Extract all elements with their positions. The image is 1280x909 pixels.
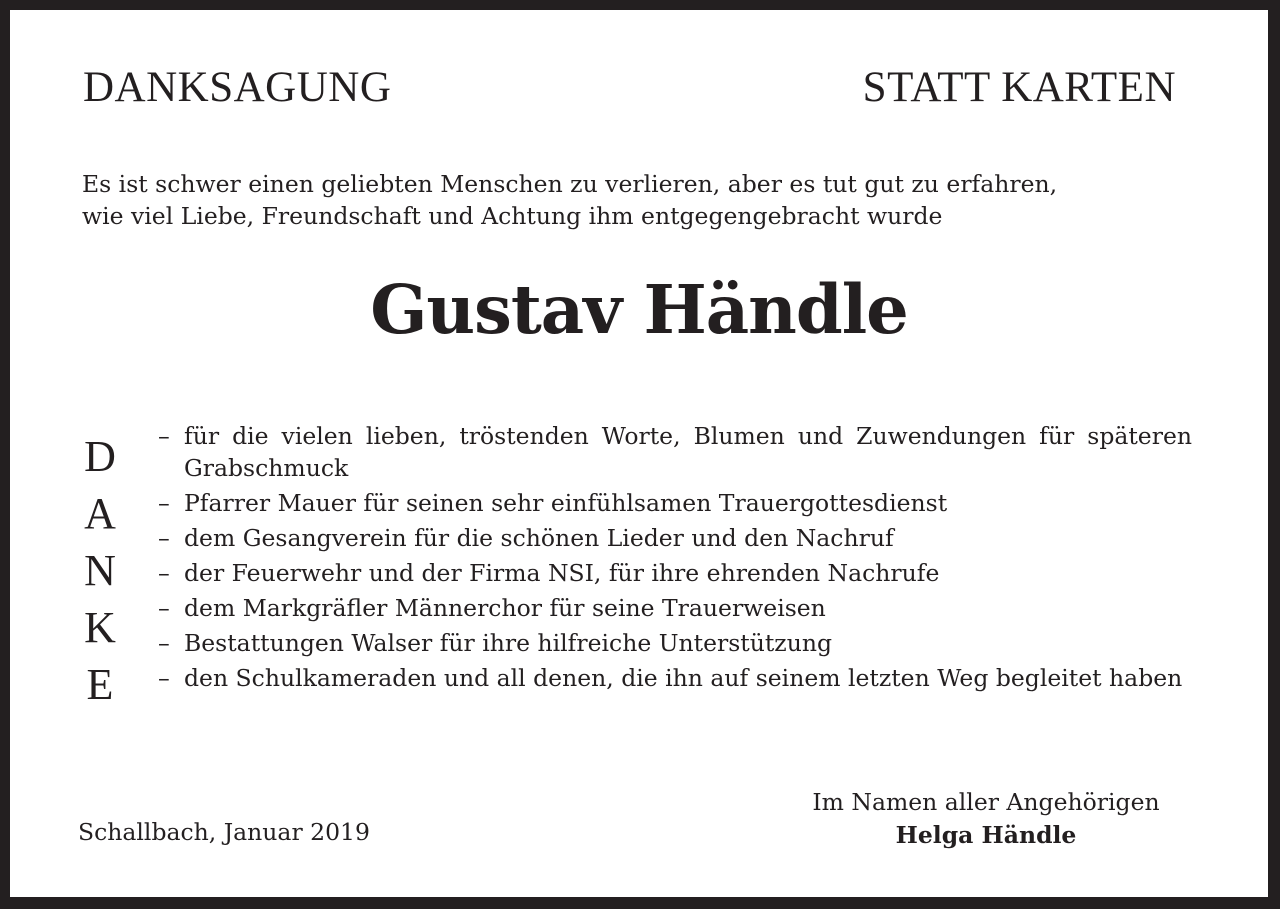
list-item-text: den Schulkameraden und all denen, die ihn auf seinem letzten Weg begleitet haben — [184, 664, 1183, 692]
intro-line-1: Es ist schwer einen geliebten Menschen zu verlieren, aber es tut gut zu erfahren, — [82, 170, 1058, 198]
signature-block — [780, 786, 1192, 852]
danke-vertical — [80, 428, 120, 713]
obituary-card — [10, 10, 1268, 897]
dash-bullet: – — [158, 594, 170, 622]
list-item-text: der Feuerwehr und der Firma NSI, für ihre ehrenden Nachrufe — [184, 559, 940, 587]
dash-bullet: – — [158, 489, 170, 517]
danke-letter: N — [84, 546, 116, 595]
dash-bullet: – — [158, 559, 170, 587]
place-date: Schallbach, Januar 2019 — [78, 818, 370, 846]
danke-letter: D — [84, 432, 116, 481]
list-item — [156, 487, 1192, 519]
dash-bullet: – — [158, 422, 170, 450]
heading-danksagung: DANKSAGUNG — [83, 64, 392, 111]
list-item-text: Bestattungen Walser für ihre hilfreiche Unterstützung — [184, 629, 833, 657]
list-item — [156, 522, 1192, 554]
thanks-list — [156, 420, 1192, 697]
list-item-text: dem Markgräfler Männerchor für seine Trauerweisen — [184, 594, 826, 622]
list-item — [156, 420, 1192, 484]
heading-statt-karten: STATT KARTEN — [862, 64, 1176, 111]
dash-bullet: – — [158, 524, 170, 552]
dash-bullet: – — [158, 629, 170, 657]
list-item — [156, 627, 1192, 659]
list-item-text: für die vielen lieben, tröstenden Worte, Blumen und Zuwendungen für späteren Grabschmuck — [184, 422, 1192, 482]
list-item — [156, 592, 1192, 624]
danke-letter: E — [86, 660, 114, 709]
list-item — [156, 662, 1192, 694]
danke-letter: K — [84, 603, 116, 652]
intro-line-2: wie viel Liebe, Freundschaft und Achtung ihm entgegengebracht wurde — [82, 202, 943, 230]
list-item-text: dem Gesangverein für die schönen Lieder und den Nachruf — [184, 524, 894, 552]
signer-name: Helga Händle — [895, 821, 1077, 849]
danke-letter: A — [84, 489, 116, 538]
list-item-text: Pfarrer Mauer für seinen sehr einfühlsamen Trauergottesdienst — [184, 489, 948, 517]
dash-bullet: – — [158, 664, 170, 692]
intro-text — [82, 168, 1194, 232]
list-item — [156, 557, 1192, 589]
on-behalf-text: Im Namen aller Angehörigen — [812, 788, 1160, 816]
deceased-name: Gustav Händle — [370, 270, 908, 349]
